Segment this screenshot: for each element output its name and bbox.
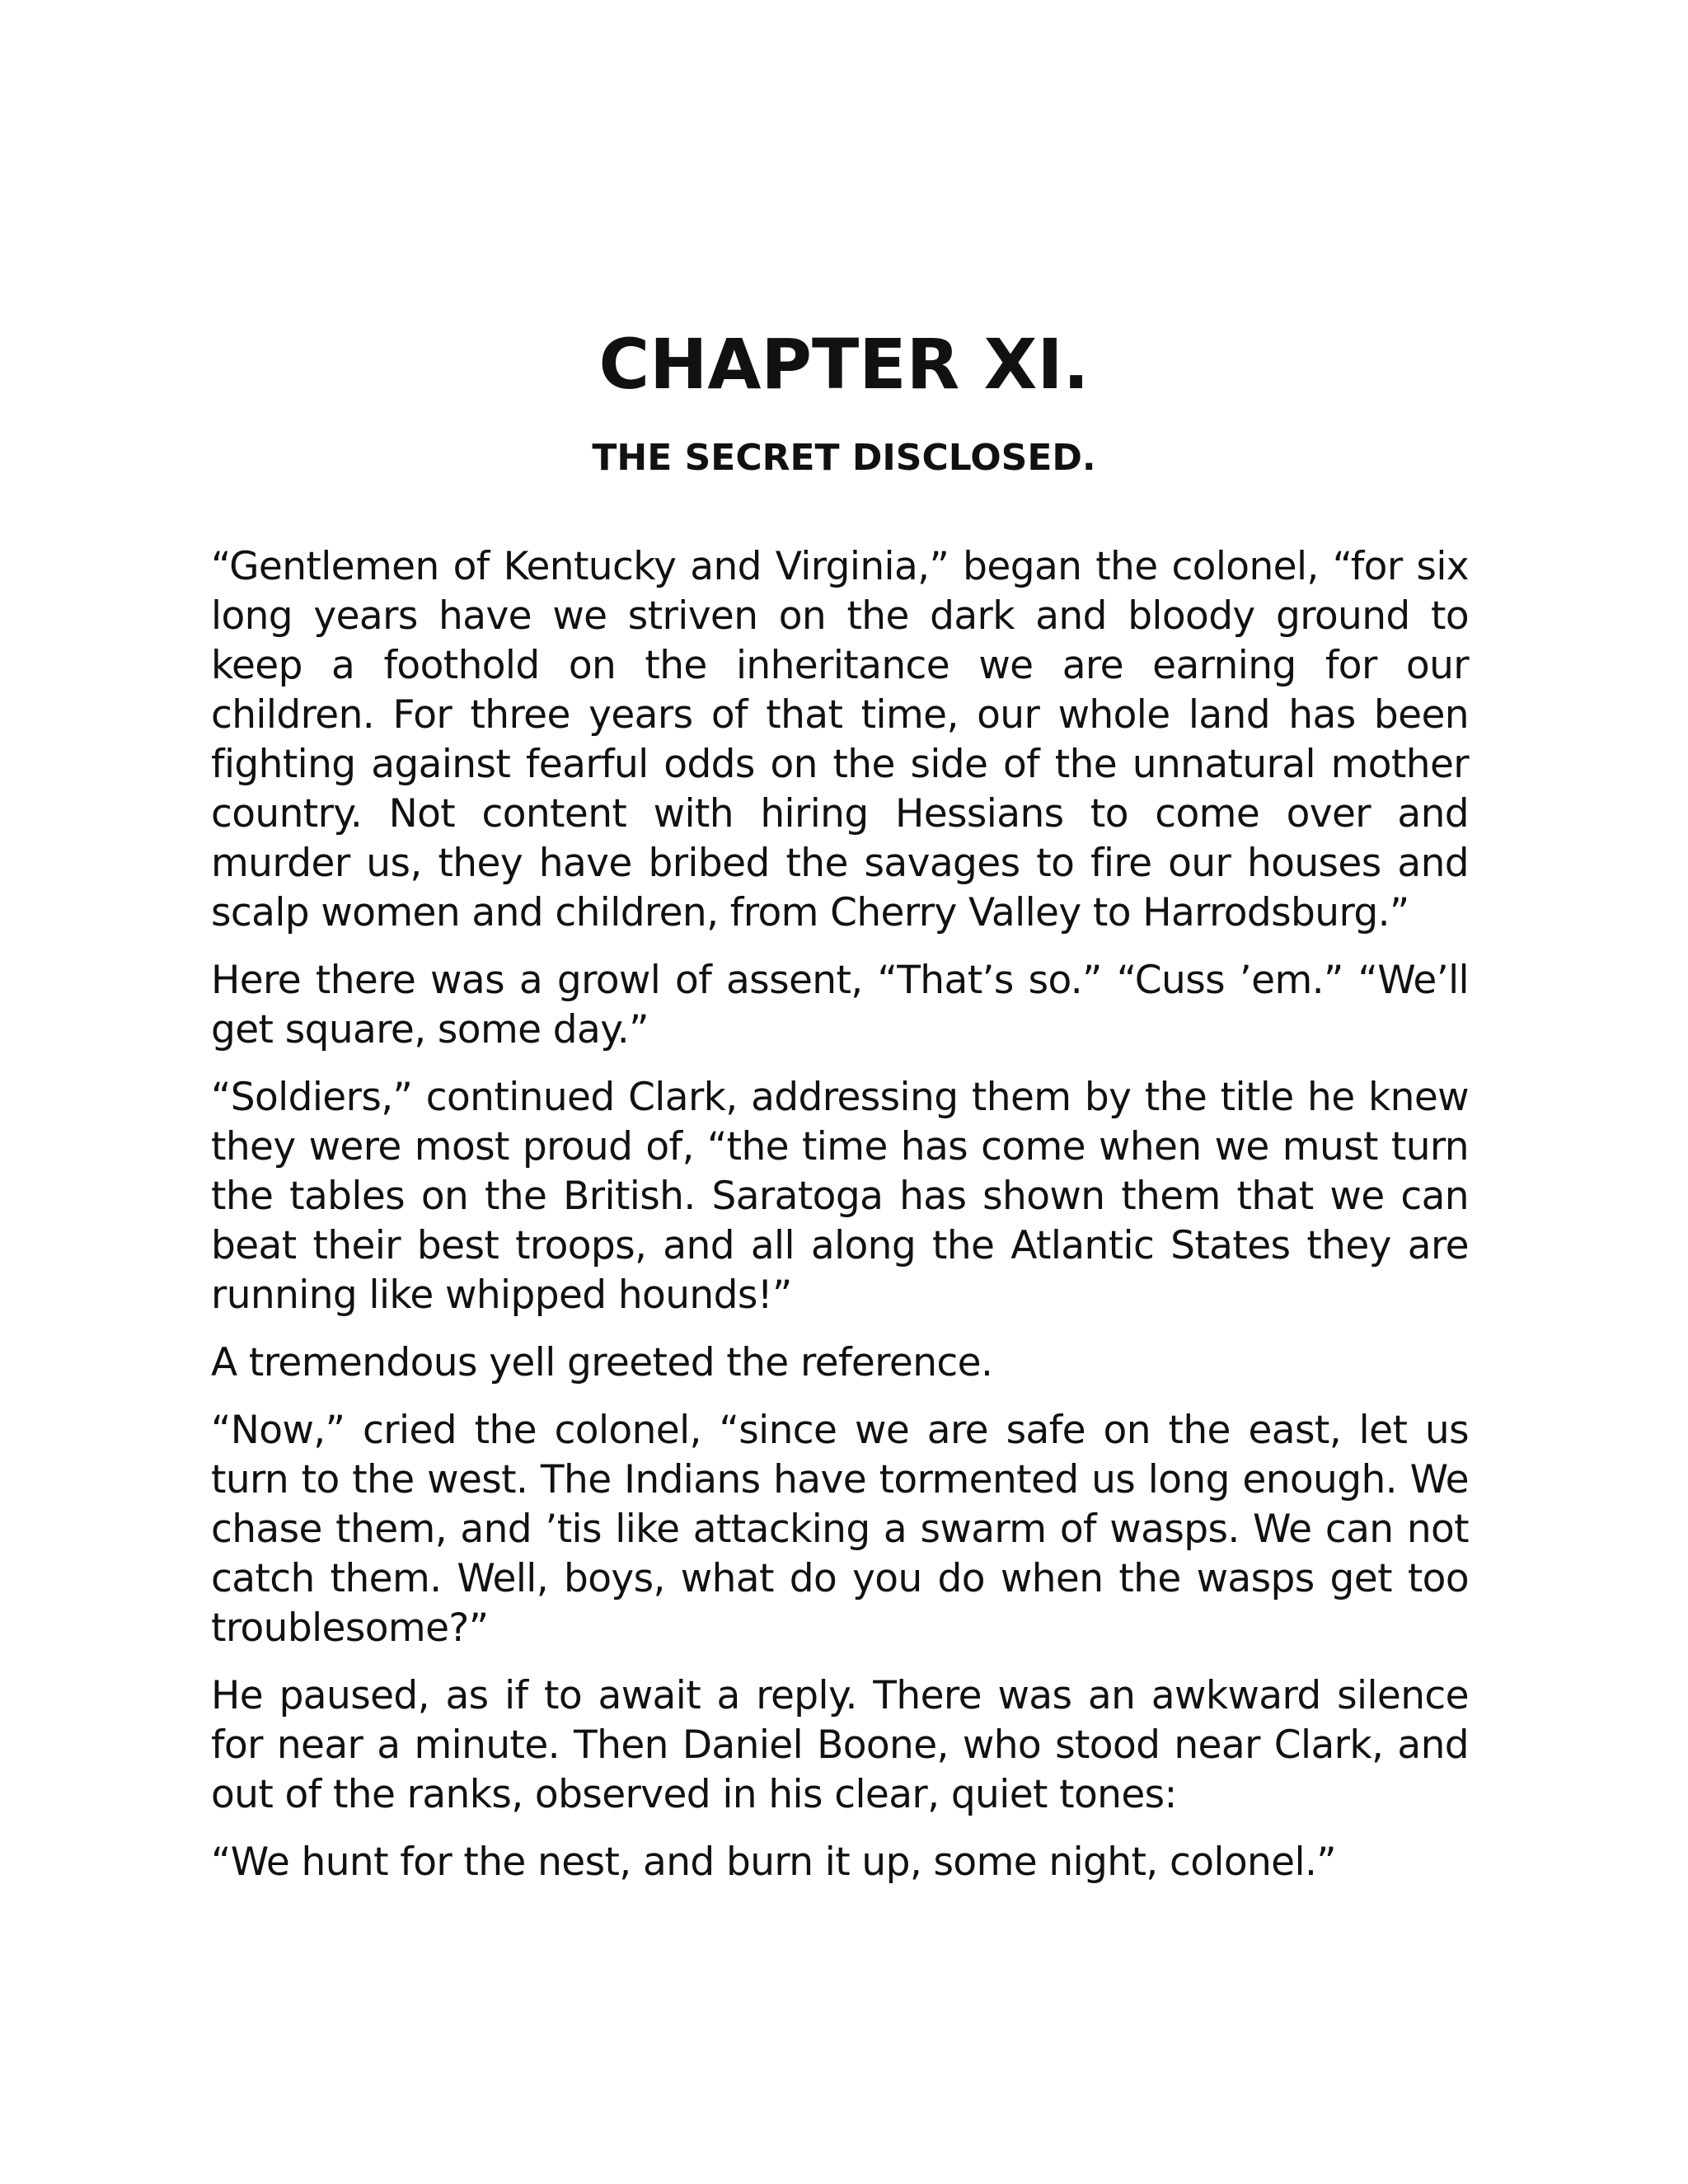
paragraph-5: “Now,” cried the colonel, “since we are safe on the east, let us turn to the west. The Indians have tormented us long enough. We chase them, and ’tis like attacking a swarm of wasps. We can not catch them. Well, boys, what do you do when the wasps get too troublesome?” <box>211 1408 1469 1651</box>
chapter-body <box>211 542 1469 1905</box>
paragraph-3: “Soldiers,” continued Clark, addressing them by the title he knew they were most proud of, “the time has come when we must turn the tables on the British. Saratoga has shown them that we can beat their best troops, and all along the Atlantic States they are running like whipped hounds!” <box>211 1075 1469 1318</box>
paragraph-1: “Gentlemen of Kentucky and Virginia,” began the colonel, “for six long years have we striven on the dark and bloody ground to keep a foothold on the inheritance we are earning for our children. For three years of that time, our whole land has been fighting against fearful odds on the side of the unnatural mother country. Not content with hiring Hessians to come over and murder us, they have bribed the savages to fire our houses and scalp women and children, from Cherry Valley to Harrodsburg.” <box>211 544 1469 935</box>
paragraph-2: Here there was a growl of assent, “That’s so.” “Cuss ’em.” “We’ll get square, some day.” <box>211 958 1469 1052</box>
paragraph-4: A tremendous yell greeted the reference. <box>211 1340 993 1385</box>
chapter-title: CHAPTER XI. <box>598 324 1090 405</box>
chapter-subtitle: THE SECRET DISCLOSED. <box>592 437 1096 479</box>
paragraph-7: “We hunt for the nest, and burn it up, some night, colonel.” <box>211 1840 1337 1885</box>
paragraph-6: He paused, as if to await a reply. There was an awkward silence for near a minute. Then Daniel Boone, who stood near Clark, and out of the ranks, observed in his clear, quiet tones: <box>211 1673 1469 1817</box>
